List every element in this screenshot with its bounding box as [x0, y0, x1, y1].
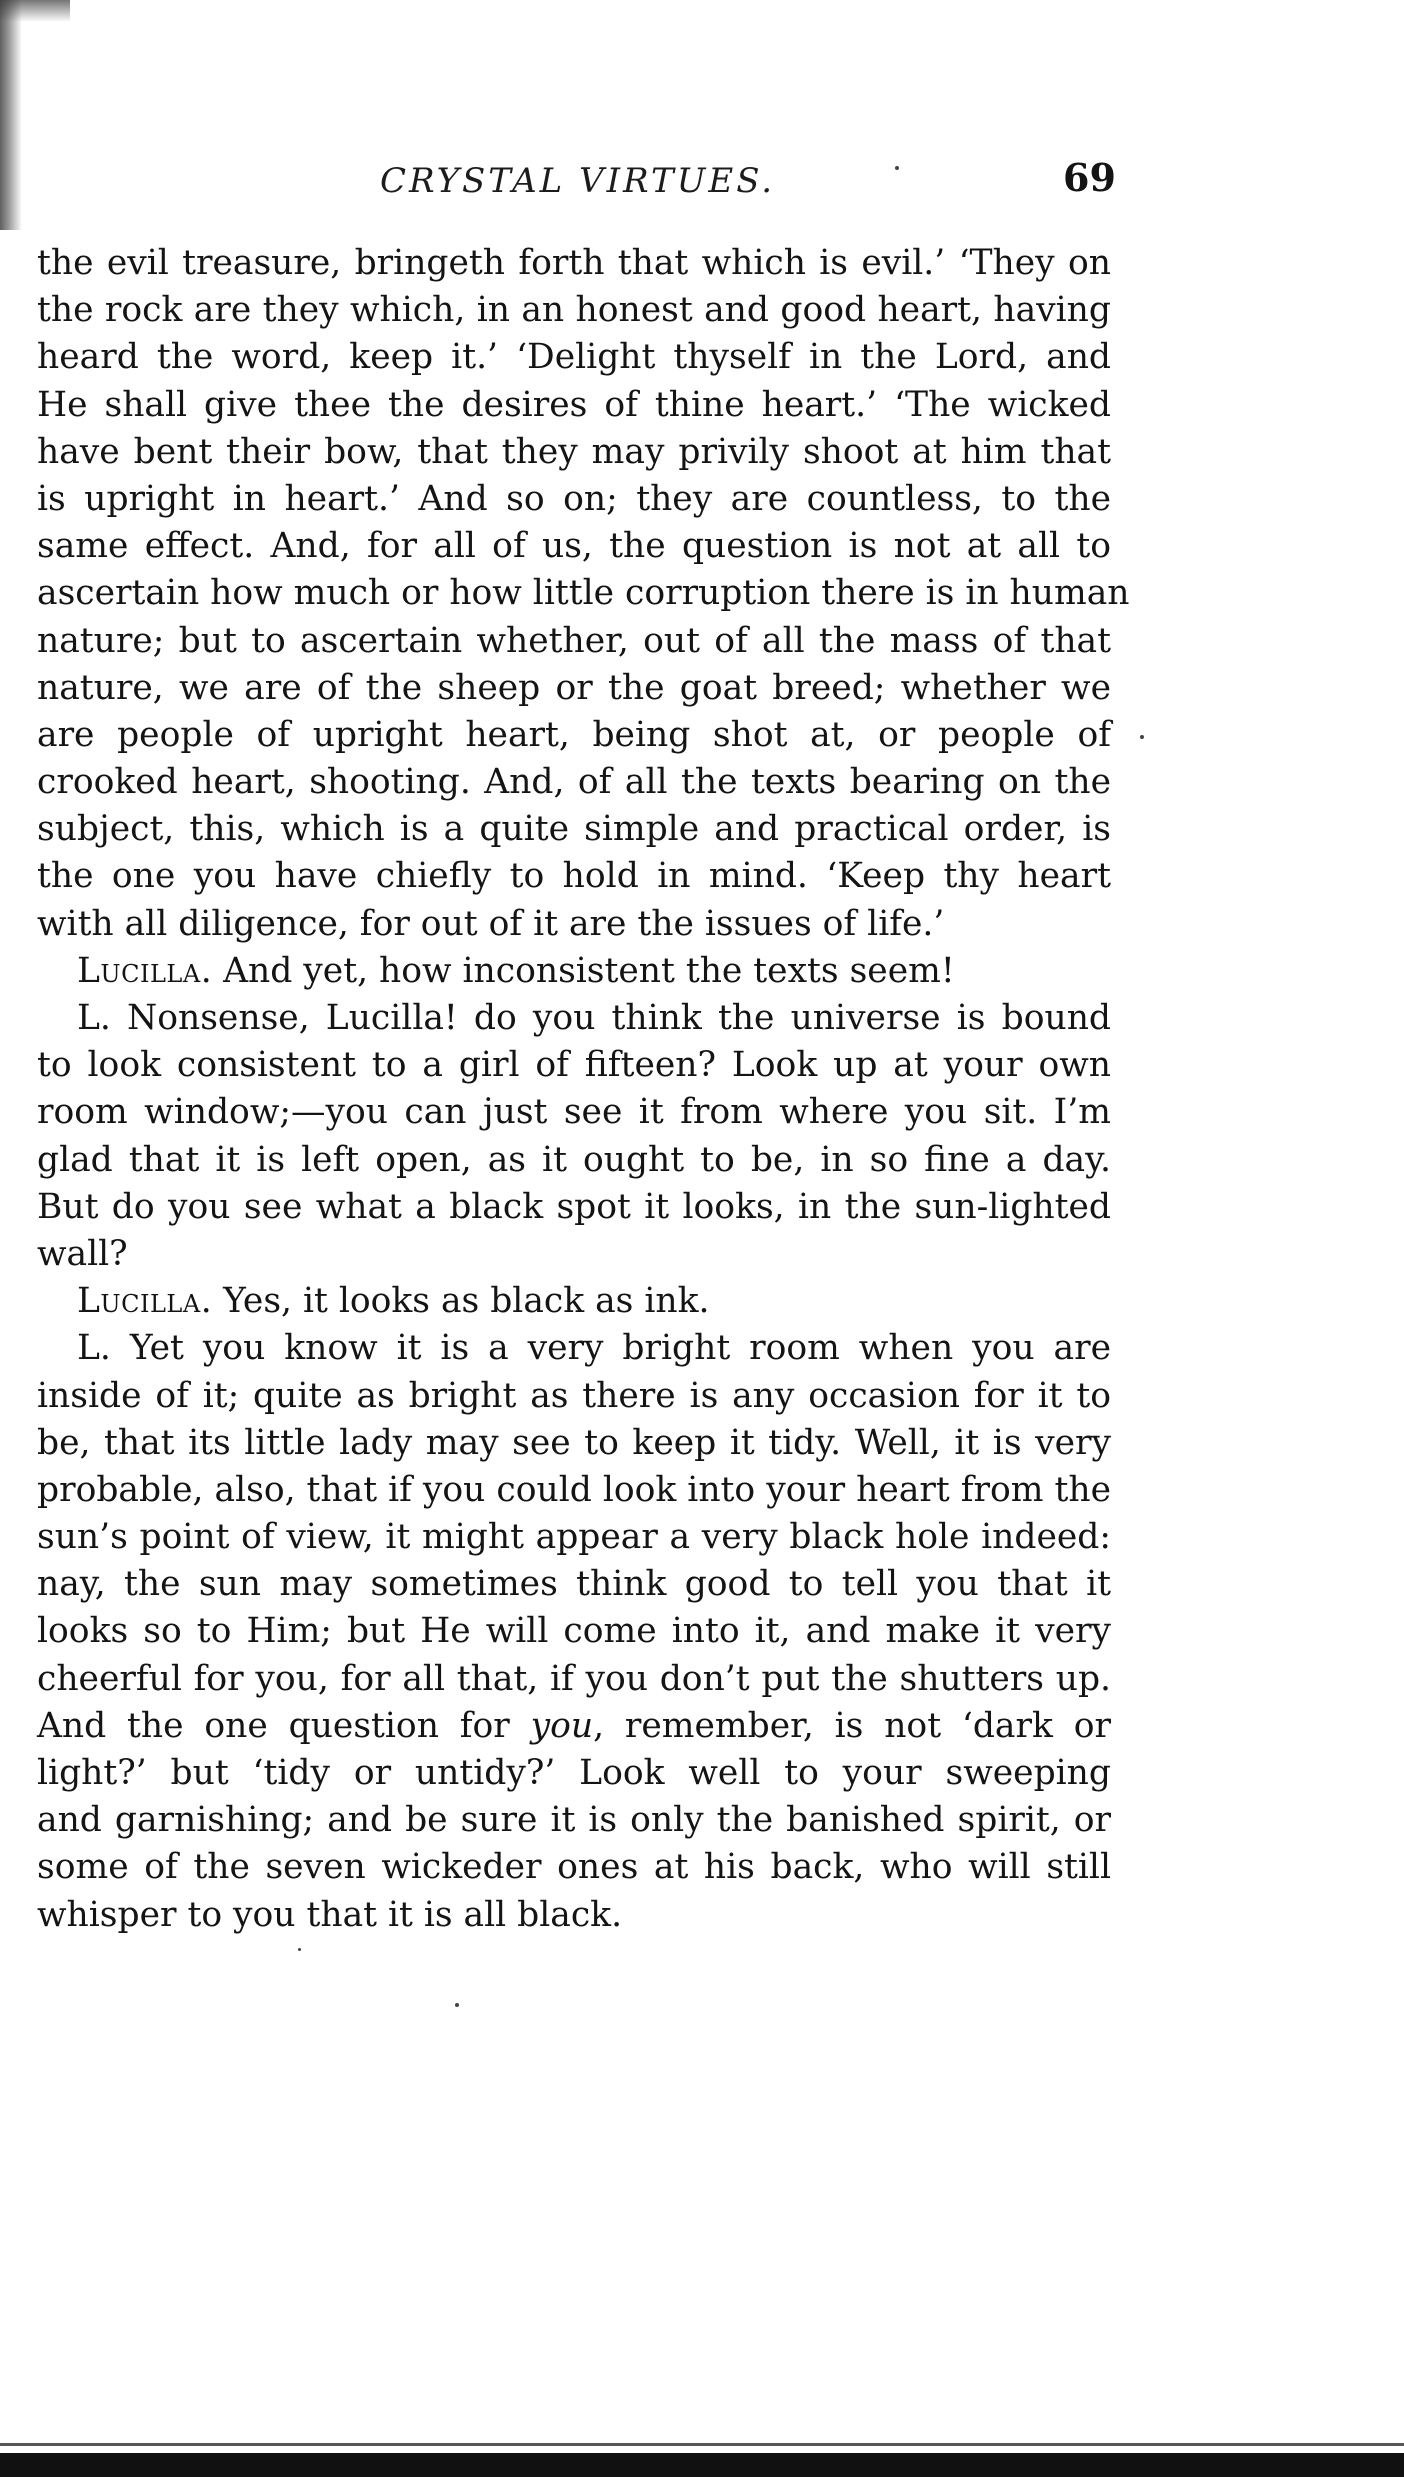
- dialogue-lucilla-2: [37, 1278, 1111, 1325]
- text-line: cheerful for you, for all that, if you don’t put the shutters up.: [37, 1658, 1111, 1699]
- text-line: nature; but to ascertain whether, out of all the mass of that: [37, 620, 1111, 661]
- text-line: and garnishing; and be sure it is only the banished spirit, or: [37, 1800, 1111, 1841]
- body-text: [37, 240, 1130, 1939]
- dialogue-l-1: [37, 995, 1111, 1042]
- text-line: subject, this, which is a quite simple and practical order, is: [37, 809, 1111, 850]
- text-line: same effect. And, for all of us, the question is not at all to: [37, 526, 1111, 567]
- speaker-name: L.: [77, 1328, 111, 1369]
- text-line: with all diligence, for out of it are the issues of life.’: [37, 903, 945, 944]
- text-line: crooked heart, shooting. And, of all the texts bearing on the: [37, 762, 1111, 803]
- dialogue-text: And yet, how inconsistent the texts seem!: [223, 950, 955, 991]
- dialogue-text: Yes, it looks as black as ink.: [223, 1281, 710, 1322]
- text-line: to look consistent to a girl of fifteen? Look up at your own: [37, 1045, 1111, 1086]
- scan-speck: [298, 1948, 301, 1951]
- scan-speck: [1140, 735, 1144, 739]
- scan-bottom-line: [0, 2443, 1404, 2446]
- text-line: But do you see what a black spot it looks, in the sun-lighted: [37, 1186, 1111, 1227]
- text-line: nature, we are of the sheep or the goat breed; whether we: [37, 667, 1111, 708]
- speaker-name: Lucilla.: [77, 950, 213, 991]
- text-line: the one you have chiefly to hold in mind. ‘Keep thy heart: [37, 856, 1111, 897]
- text-line: the evil treasure, bringeth forth that which is evil.’ ‘They on: [37, 243, 1111, 283]
- scan-bottom-band: [0, 2453, 1404, 2477]
- text-line: room window;—you can just see it from where you sit. I’m: [37, 1092, 1111, 1133]
- dialogue-text: Nonsense, Lucilla! do you think the universe is bound: [127, 998, 1111, 1038]
- text-line: is upright in heart.’ And so on; they are countless, to the: [37, 478, 1111, 519]
- text-line: have bent their bow, that they may privily shoot at him that: [37, 431, 1111, 472]
- dialogue-l-2: [37, 1325, 1111, 1372]
- text-line: the rock are they which, in an honest and good heart, having: [37, 290, 1111, 331]
- text-line-emphasis: [37, 1703, 1111, 1750]
- text-line: glad that it is left open, as it ought to be, in so fine a day.: [37, 1139, 1111, 1180]
- scan-speck: [455, 2003, 459, 2007]
- text-segment: , remember, is not ‘dark or: [593, 1705, 1111, 1746]
- text-line: are people of upright heart, being shot at, or people of: [37, 714, 1111, 755]
- text-line: probable, also, that if you could look into your heart from the: [37, 1469, 1111, 1510]
- text-line: sun’s point of view, it might appear a very black hole indeed:: [37, 1517, 1111, 1558]
- running-header: [0, 155, 1404, 205]
- scan-corner-shadow: [0, 0, 70, 22]
- dialogue-text: Yet you know it is a very bright room when you are: [129, 1328, 1111, 1369]
- dialogue-lucilla-1: [37, 948, 1111, 995]
- text-line: nay, the sun may sometimes think good to tell you that it: [37, 1564, 1111, 1605]
- text-line: some of the seven wickeder ones at his back, who will still: [37, 1847, 1111, 1888]
- text-line: wall?: [37, 1233, 128, 1274]
- text-line: looks so to Him; but He will come into it, and make it very: [37, 1611, 1111, 1652]
- emphasized-word: you: [530, 1705, 594, 1746]
- text-line: heard the word, keep it.’ ‘Delight thyself in the Lord, and: [37, 337, 1111, 378]
- text-segment: And the one question for: [37, 1705, 531, 1746]
- text-line: light?’ but ‘tidy or untidy?’ Look well to your sweeping: [37, 1753, 1111, 1793]
- speaker-name: L.: [77, 998, 111, 1038]
- text-line: whisper to you that it is all black.: [37, 1894, 623, 1935]
- text-line: He shall give thee the desires of thine heart.’ ‘The wicked: [37, 384, 1111, 425]
- speaker-name: Lucilla.: [77, 1281, 213, 1322]
- running-title: CRYSTAL VIRTUES.: [380, 161, 776, 201]
- text-line: inside of it; quite as bright as there is any occasion for it to: [37, 1375, 1111, 1416]
- text-line: ascertain how much or how little corruption there is in human: [37, 573, 1130, 614]
- page-number: 69: [1063, 155, 1116, 200]
- text-line: be, that its little lady may see to keep it tidy. Well, it is very: [37, 1422, 1111, 1463]
